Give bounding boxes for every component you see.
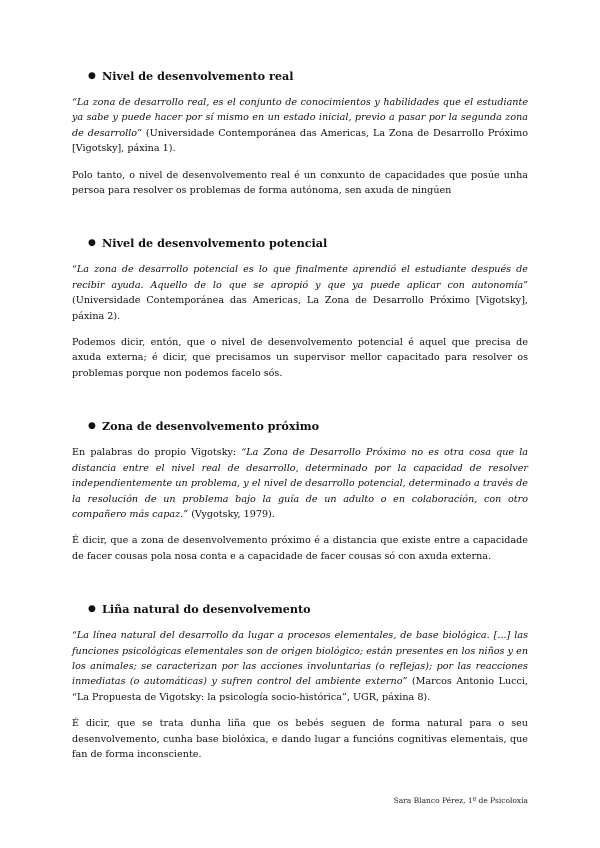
bullet-icon: ● [88, 421, 96, 432]
explanation-paragraph: É dicir, que a zona de desenvolvemento próximo é a distancia que existe entre a capacidade de facer cousas pola nosa conta e a capacidade de facer cousas só con axuda externa. [72, 535, 528, 562]
citation-text: (Universidade Contemporánea das Americas, La Zona de Desarrollo Próximo [Vigotsky], páxina 2). [72, 295, 528, 322]
explanation-paragraph: Polo tanto, o nivel de desenvolvemento real é un conxunto de capacidades que posúe unha persoa para resolver os problemas de forma autónoma, sen axuda de ningúen [72, 169, 528, 197]
heading-text: Zona de desenvolvemento próximo [102, 419, 320, 434]
citation-text: (Universidade Contemporánea das Americas, La Zona de Desarrollo Próximo [Vigotsky], páxina 1). [72, 127, 528, 155]
section-heading [72, 68, 528, 84]
quote-text: “La zona de desarrollo potencial es lo que finalmente aprendió el estudiante después de recibir ayuda. Aquello de lo que se apropió y que ya puede aplicar con autonomía” [72, 264, 528, 291]
quote-paragraph [72, 628, 528, 705]
explanation-paragraph: É dicir, que se trata dunha liña que os bebés seguen de forma natural para o seu desenvolvemento, cunha base biolóxica, e dando lugar a funcións cognitivas elementais, que fan de forma inconsciente. [72, 718, 528, 760]
quote-text: “La línea natural del desarrollo da lugar a procesos elementales, de base biológica. [...] las funciones psicológicas elementales son de origen biológico; están presentes en los niños y en los animales; se caracterizan por las acciones involuntarias (o reflejas); por las reacciones inmediatas (o automáticas) y sufren control del ambiente externo” [72, 630, 528, 688]
citation-text: (Marcos Antonio Lucci, “La Propuesta de Vigotsky: la psicología socio-histórica”, UGR, páxina 8). [72, 676, 528, 703]
explanation-paragraph: Podemos dicir, entón, que o nivel de desenvolvemento potencial é aquel que precisa de axuda externa; é dicir, que precisamos un supervisor mellor capacitado para resolver os problemas porque non podemos facelo sós. [72, 337, 528, 379]
section-heading [72, 601, 528, 617]
citation-text: (Vygotsky, 1979). [188, 508, 275, 520]
section-heading [72, 235, 528, 251]
lead-text: En palabras do propio Vigotsky: [72, 447, 242, 459]
section-proximo [72, 418, 528, 564]
quote-paragraph [72, 95, 528, 157]
section-linha-natural [72, 601, 528, 762]
quote-paragraph [72, 445, 528, 522]
document-body [72, 68, 528, 773]
bullet-icon: ● [88, 604, 96, 615]
bullet-icon: ● [88, 71, 96, 81]
section-real [72, 68, 528, 198]
quote-paragraph [72, 262, 528, 324]
quote-text: “La Zona de Desarrollo Próximo no es otra cosa que la distancia entre el nivel real de desarrollo, determinado por la capacidad de resolver independientemente un problema, y el nivel de desarrollo potencial, determinado a través de la resolución de un problema bajo la guía de un adulto o en colaboración, con otro compañero más capaz.” [72, 447, 528, 520]
heading-text: Nivel de desenvolvemento potencial [102, 236, 328, 251]
section-potencial [72, 235, 528, 381]
page-footer: Sara Blanco Pérez, 1º de Psicoloxía [393, 796, 528, 805]
bullet-icon: ● [88, 238, 96, 249]
quote-text: “La zona de desarrollo real, es el conjunto de conocimientos y habilidades que el estudiante ya sabe y puede hacer por sí mismo en un estado inicial, previo a pasar por la segunda zona de desarrollo” [72, 97, 528, 139]
heading-text: Nivel de desenvolvemento real [102, 69, 294, 83]
heading-text: Liña natural do desenvolvemento [102, 602, 311, 617]
section-heading [72, 418, 528, 434]
